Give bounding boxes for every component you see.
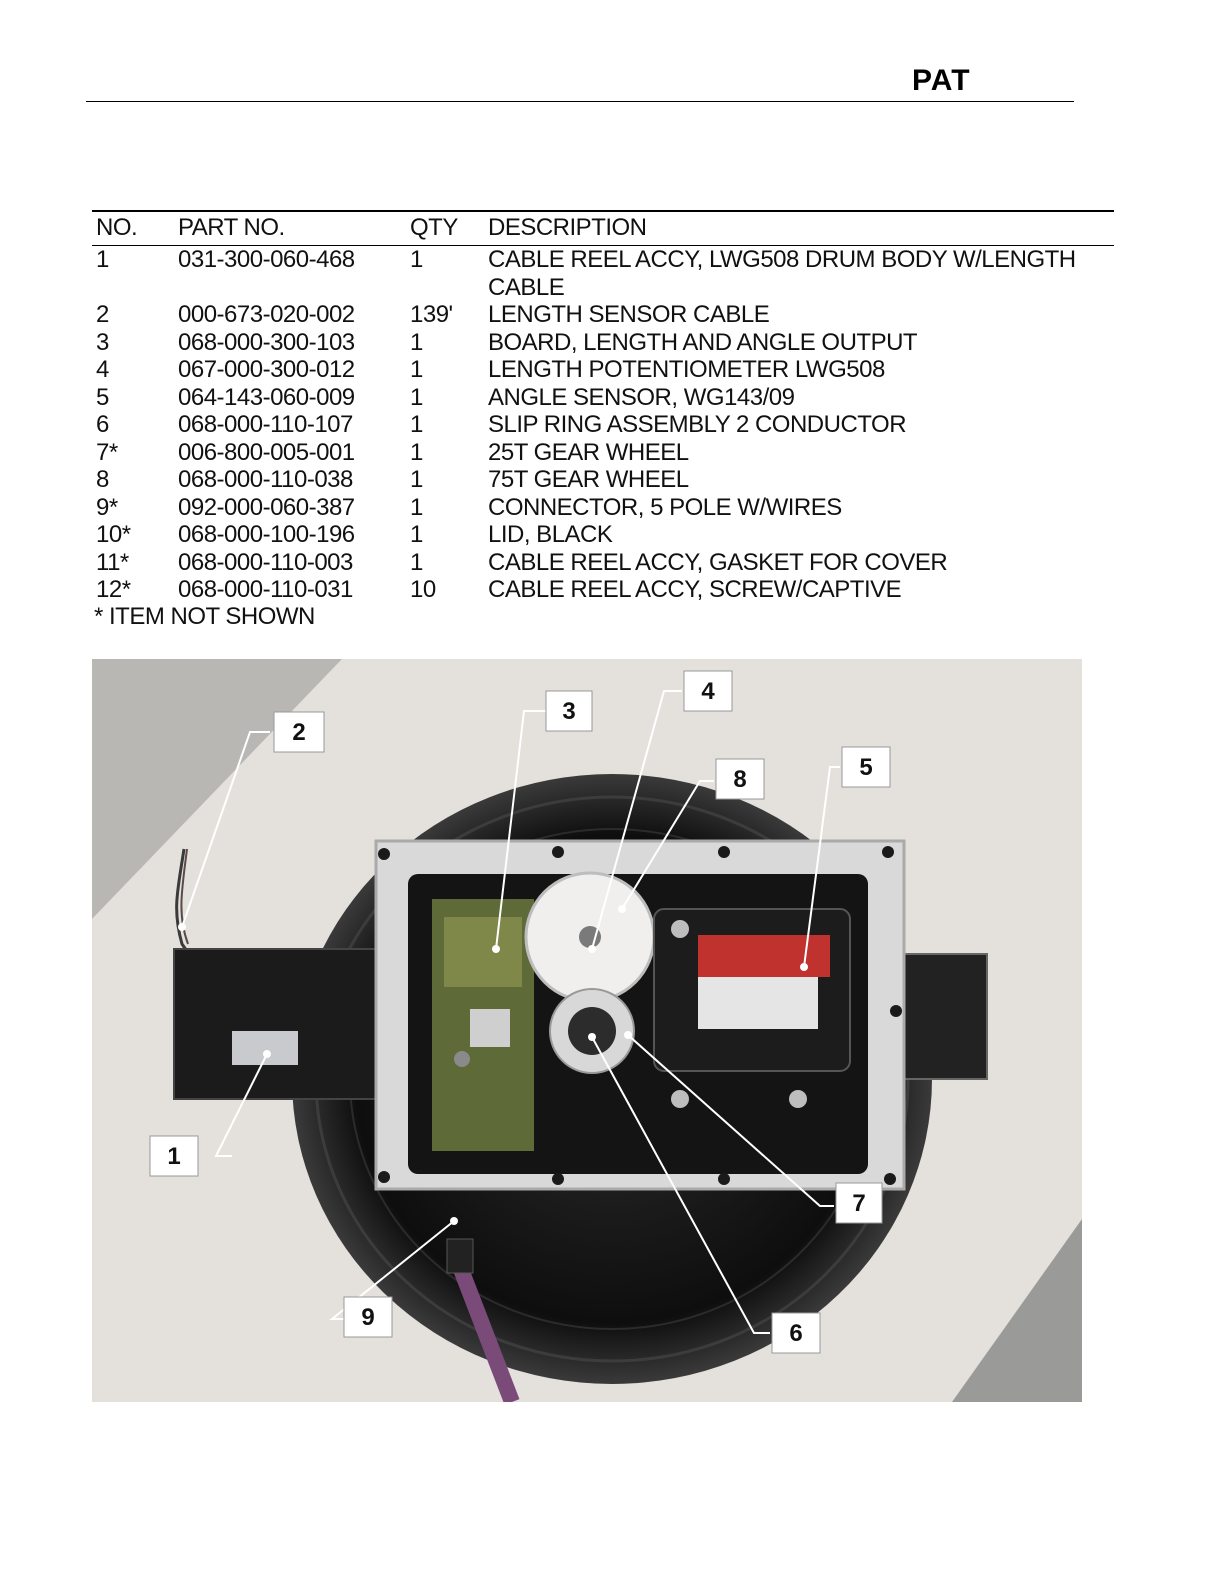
- svg-text:6: 6: [789, 1320, 803, 1347]
- table-row: [92, 466, 1114, 494]
- row-no: 6: [96, 411, 109, 438]
- row-qty: 1: [410, 521, 423, 548]
- footnote: * ITEM NOT SHOWN: [94, 603, 315, 630]
- row-description: ANGLE SENSOR, WG143/09: [488, 383, 795, 411]
- callout-7: [836, 1183, 882, 1223]
- svg-text:8: 8: [733, 766, 747, 793]
- table-row: [92, 246, 1114, 302]
- row-qty: 139': [410, 301, 453, 328]
- row-qty: 1: [410, 411, 423, 438]
- row-description: 75T GEAR WHEEL: [488, 466, 689, 493]
- row-no: 11*: [96, 548, 129, 576]
- cable-reel-photo: [92, 659, 1082, 1402]
- row-no: 12*: [96, 576, 131, 603]
- row-no: 9*: [96, 493, 118, 521]
- callout-1: [150, 1136, 198, 1176]
- callout-4: [684, 671, 732, 711]
- table-row: [92, 384, 1114, 412]
- svg-text:7: 7: [852, 1190, 866, 1217]
- row-part-no: 068-000-100-196: [178, 521, 355, 548]
- table-row: [92, 301, 1114, 329]
- row-part-no: 064-143-060-009: [178, 383, 355, 411]
- row-qty: 1: [410, 438, 423, 466]
- row-description: SLIP RING ASSEMBLY 2 CONDUCTOR: [488, 411, 907, 438]
- row-part-no: 068-000-110-031: [178, 576, 353, 603]
- header-part-no: PART NO.: [178, 211, 410, 246]
- row-qty: 1: [410, 493, 423, 521]
- header-qty: QTY: [410, 211, 488, 246]
- row-no: 4: [96, 356, 109, 383]
- table-header-row: [92, 211, 1114, 246]
- row-part-no: 031-300-060-468: [178, 246, 355, 273]
- row-no: 8: [96, 466, 109, 493]
- svg-text:9: 9: [361, 1304, 375, 1331]
- row-no: 2: [96, 301, 109, 328]
- row-description: CONNECTOR, 5 POLE W/WIRES: [488, 493, 842, 521]
- row-qty: 1: [410, 356, 423, 383]
- callout-8: [716, 759, 764, 799]
- pat-logo: PAT: [912, 64, 971, 97]
- row-description: CABLE REEL ACCY, LWG508 DRUM BODY W/LENGTH CABLE: [488, 246, 1076, 301]
- row-description: CABLE REEL ACCY, SCREW/CAPTIVE: [488, 576, 902, 603]
- row-part-no: 092-000-060-387: [178, 493, 355, 521]
- row-part-no: 068-000-110-038: [178, 466, 353, 493]
- row-description: LENGTH SENSOR CABLE: [488, 301, 770, 328]
- row-no: 1: [96, 246, 109, 273]
- callout-2: [274, 712, 324, 752]
- row-part-no: 006-800-005-001: [178, 438, 355, 466]
- callout-5: [842, 747, 890, 787]
- row-no: 10*: [96, 521, 131, 548]
- table-row: [92, 521, 1114, 549]
- row-no: 5: [96, 383, 109, 411]
- row-part-no: 068-000-110-107: [178, 411, 353, 438]
- row-part-no: 068-000-110-003: [178, 548, 353, 576]
- row-description: 25T GEAR WHEEL: [488, 438, 689, 466]
- table-row: [92, 439, 1114, 467]
- table-row: [92, 494, 1114, 522]
- row-part-no: 067-000-300-012: [178, 356, 355, 383]
- svg-text:2: 2: [292, 719, 306, 746]
- row-qty: 1: [410, 328, 423, 356]
- svg-text:5: 5: [859, 754, 873, 781]
- table-row: [92, 576, 1114, 604]
- row-description: CABLE REEL ACCY, GASKET FOR COVER: [488, 548, 948, 576]
- svg-text:3: 3: [562, 698, 576, 725]
- table-row: [92, 411, 1114, 439]
- table-row: [92, 549, 1114, 577]
- svg-text:4: 4: [701, 678, 715, 705]
- header-rule: [86, 101, 1074, 102]
- row-qty: 1: [410, 246, 423, 273]
- row-description: LENGTH POTENTIOMETER LWG508: [488, 356, 885, 383]
- callout-3: [546, 691, 592, 731]
- row-part-no: 068-000-300-103: [178, 328, 355, 356]
- row-description: LID, BLACK: [488, 521, 613, 548]
- row-qty: 1: [410, 383, 423, 411]
- cable-reel-illustration: [92, 659, 1082, 1402]
- row-qty: 10: [410, 576, 436, 603]
- header-description: DESCRIPTION: [488, 211, 1114, 246]
- svg-text:1: 1: [167, 1143, 181, 1170]
- table-row: [92, 356, 1114, 384]
- row-part-no: 000-673-020-002: [178, 301, 355, 328]
- row-no: 3: [96, 328, 109, 356]
- callout-9: [344, 1297, 392, 1337]
- parts-table: [92, 210, 1114, 604]
- row-no: 7*: [96, 438, 118, 466]
- callout-6: [772, 1313, 820, 1353]
- row-qty: 1: [410, 548, 423, 576]
- header-no: NO.: [92, 211, 178, 246]
- row-qty: 1: [410, 466, 423, 493]
- row-description: BOARD, LENGTH AND ANGLE OUTPUT: [488, 328, 918, 356]
- table-row: [92, 329, 1114, 357]
